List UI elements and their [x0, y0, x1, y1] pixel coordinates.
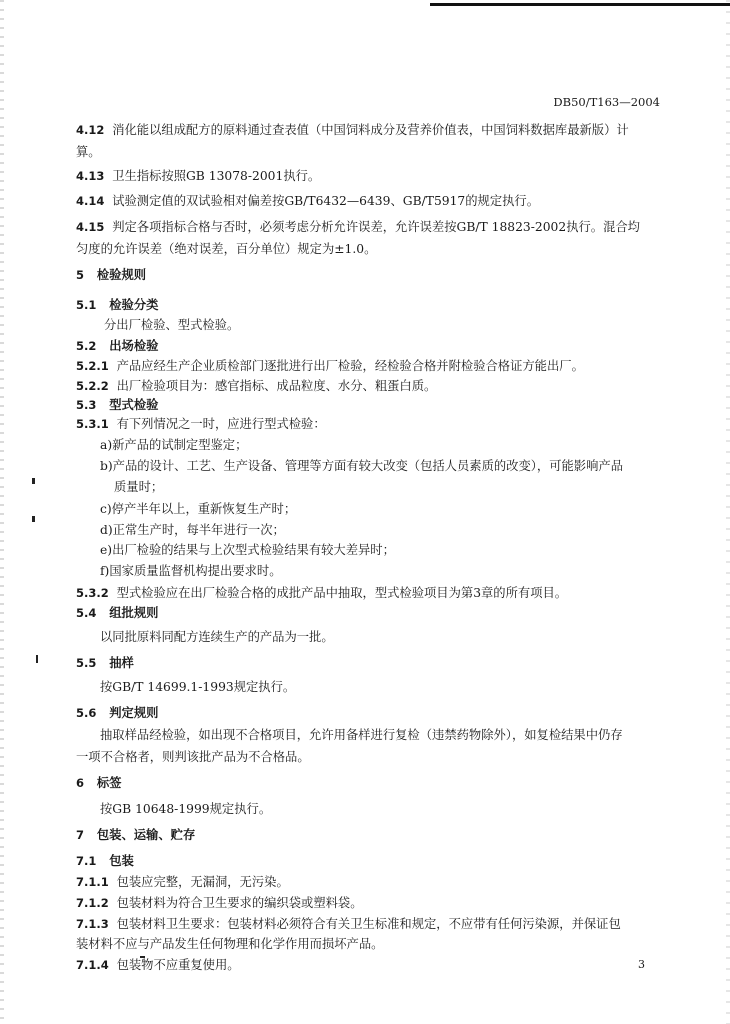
clause-line: [76, 873, 289, 891]
section-heading: [76, 826, 195, 844]
clause-text: 包装应完整，无漏洞，无污染。: [116, 875, 289, 889]
clause-line: [100, 628, 334, 646]
clause-text: 试验测定值的双试验相对偏差按GB/T6432—6439、GB/T5917的规定执行。: [112, 194, 540, 208]
clause-number: 7.1.3: [76, 917, 109, 931]
clause-text: 出厂检验项目为：感官指标、成品粒度、水分、粗蛋白质。: [116, 379, 437, 393]
clause-text: 包装物不应重复使用。: [116, 958, 240, 972]
clause-line: [76, 894, 363, 912]
clause-line: [76, 143, 101, 161]
list-item: [100, 562, 282, 580]
list-item-text: 质量时；: [114, 480, 164, 494]
clause-line: [100, 800, 271, 818]
subsection-title: 检验分类: [109, 297, 159, 312]
subsection-heading: [76, 654, 134, 672]
clause-number: 7.1.2: [76, 896, 109, 910]
clause-line: [76, 415, 326, 433]
subsection-title: 判定规则: [109, 705, 159, 720]
clause-text: 型式检验应在出厂检验合格的成批产品中抽取，型式检验项目为第3章的所有项目。: [116, 586, 568, 600]
clause-text: 按GB/T 14699.1-1993规定执行。: [100, 680, 296, 694]
scan-speck: [36, 655, 38, 663]
subsection-heading: [76, 852, 134, 870]
clause-text: 一项不合格者，则判该批产品为不合格品。: [76, 750, 310, 764]
subsection-heading: [76, 337, 158, 355]
clause-line: [76, 748, 310, 766]
clause-number: 7.1.1: [76, 875, 109, 889]
clause-number: 4.14: [76, 194, 105, 208]
clause-text: 分出厂检验、型式检验。: [104, 318, 240, 332]
clause-text: 判定各项指标合格与否时，必须考虑分析允许误差，允许误差按GB/T 18823-2002执行。混合均: [112, 220, 640, 234]
list-item: [114, 478, 163, 496]
clause-line: [100, 726, 623, 744]
clause-number: 5: [76, 268, 85, 282]
clause-line: [76, 377, 436, 395]
list-item-text: b)产品的设计、工艺、生产设备、管理等方面有较大改变（包括人员素质的改变），可能影响产品: [100, 459, 623, 473]
clause-number: 4.13: [76, 169, 105, 183]
subsection-heading: [76, 396, 158, 414]
clause-number: 5.2.2: [76, 379, 109, 393]
subsection-title: 型式检验: [109, 397, 159, 412]
clause-text: 卫生指标按照GB 13078-2001执行。: [112, 169, 321, 183]
clause-number: 5.3.1: [76, 417, 109, 431]
clause-line: [76, 192, 539, 210]
clause-number: 5.2.1: [76, 359, 109, 373]
list-item: [100, 500, 296, 518]
list-item: [100, 457, 623, 475]
list-item: [100, 541, 395, 559]
page-number: 3: [638, 958, 645, 971]
standard-number: DB50/T163—2004: [553, 95, 660, 109]
clause-line: [76, 121, 629, 139]
clause-line: [76, 167, 320, 185]
list-item-text: c)停产半年以上，重新恢复生产时；: [100, 502, 297, 516]
subsection-title: 包装: [109, 853, 134, 868]
subsection-title: 抽样: [109, 655, 134, 670]
clause-text: 消化能以组成配方的原料通过查表值（中国饲料成分及营养价值表，中国饲料数据库最新版）计: [112, 123, 629, 137]
section-title: 包装、运输、贮存: [96, 827, 196, 842]
clause-text: 包装材料为符合卫生要求的编织袋或塑料袋。: [116, 896, 363, 910]
clause-line: [76, 218, 640, 236]
section-title: 检验规则: [96, 267, 147, 282]
clause-text: 以同批原料同配方连续生产的产品为一批。: [100, 630, 334, 644]
clause-number: 6: [76, 776, 85, 790]
clause-line: [76, 956, 240, 974]
clause-text: 算。: [76, 145, 101, 159]
clause-text: 抽取样品经检验，如出现不合格项目，允许用备样进行复检（违禁药物除外），如复检结果中仍存: [100, 728, 623, 742]
clause-line: [76, 240, 376, 258]
subsection-heading: [76, 604, 158, 622]
clause-number: 5.5: [76, 656, 97, 670]
list-item: [100, 436, 247, 454]
list-item-text: d)正常生产时，每半年进行一次；: [100, 523, 285, 537]
scan-speck: [32, 478, 35, 484]
clause-number: 7.1: [76, 854, 97, 868]
subsection-title: 组批规则: [109, 605, 159, 620]
section-title: 标签: [96, 775, 122, 790]
scan-speck: [32, 516, 35, 522]
clause-text: 匀度的允许误差（绝对误差，百分单位）规定为±1.0。: [76, 242, 377, 256]
clause-text: 按GB 10648-1999规定执行。: [100, 802, 272, 816]
clause-number: 5.1: [76, 298, 97, 312]
scan-top-border: [430, 3, 730, 6]
clause-text: 装材料不应与产品发生任何物理和化学作用而损坏产品。: [76, 937, 384, 951]
clause-number: 5.2: [76, 339, 97, 353]
clause-line: [100, 678, 295, 696]
clause-text: 有下列情况之一时，应进行型式检验：: [116, 417, 326, 431]
clause-number: 7.1.4: [76, 958, 109, 972]
clause-text: 产品应经生产企业质检部门逐批进行出厂检验，经检验合格并附检验合格证方能出厂。: [116, 359, 584, 373]
scan-right-edge: [726, 0, 730, 1024]
clause-line: [104, 316, 239, 334]
scan-left-edge: [0, 0, 4, 1024]
clause-number: 5.3: [76, 398, 97, 412]
section-heading: [76, 266, 146, 284]
clause-line: [76, 915, 621, 933]
list-item-text: f)国家质量监督机构提出要求时。: [100, 564, 282, 578]
subsection-heading: [76, 296, 158, 314]
clause-number: 5.4: [76, 606, 97, 620]
clause-number: 7: [76, 828, 85, 842]
section-heading: [76, 774, 121, 792]
clause-number: 4.12: [76, 123, 105, 137]
clause-number: 5.6: [76, 706, 97, 720]
clause-line: [76, 584, 567, 602]
list-item-text: e)出厂检验的结果与上次型式检验结果有较大差异时；: [100, 543, 395, 557]
clause-text: 包装材料卫生要求：包装材料必须符合有关卫生标准和规定，不应带有任何污染源，并保证包: [116, 917, 621, 931]
clause-line: [76, 357, 584, 375]
clause-line: [76, 935, 383, 953]
subsection-title: 出场检验: [109, 338, 159, 353]
list-item: [100, 521, 285, 539]
clause-number: 4.15: [76, 220, 105, 234]
list-item-text: a)新产品的试制定型鉴定；: [100, 438, 248, 452]
clause-number: 5.3.2: [76, 586, 109, 600]
subsection-heading: [76, 704, 158, 722]
